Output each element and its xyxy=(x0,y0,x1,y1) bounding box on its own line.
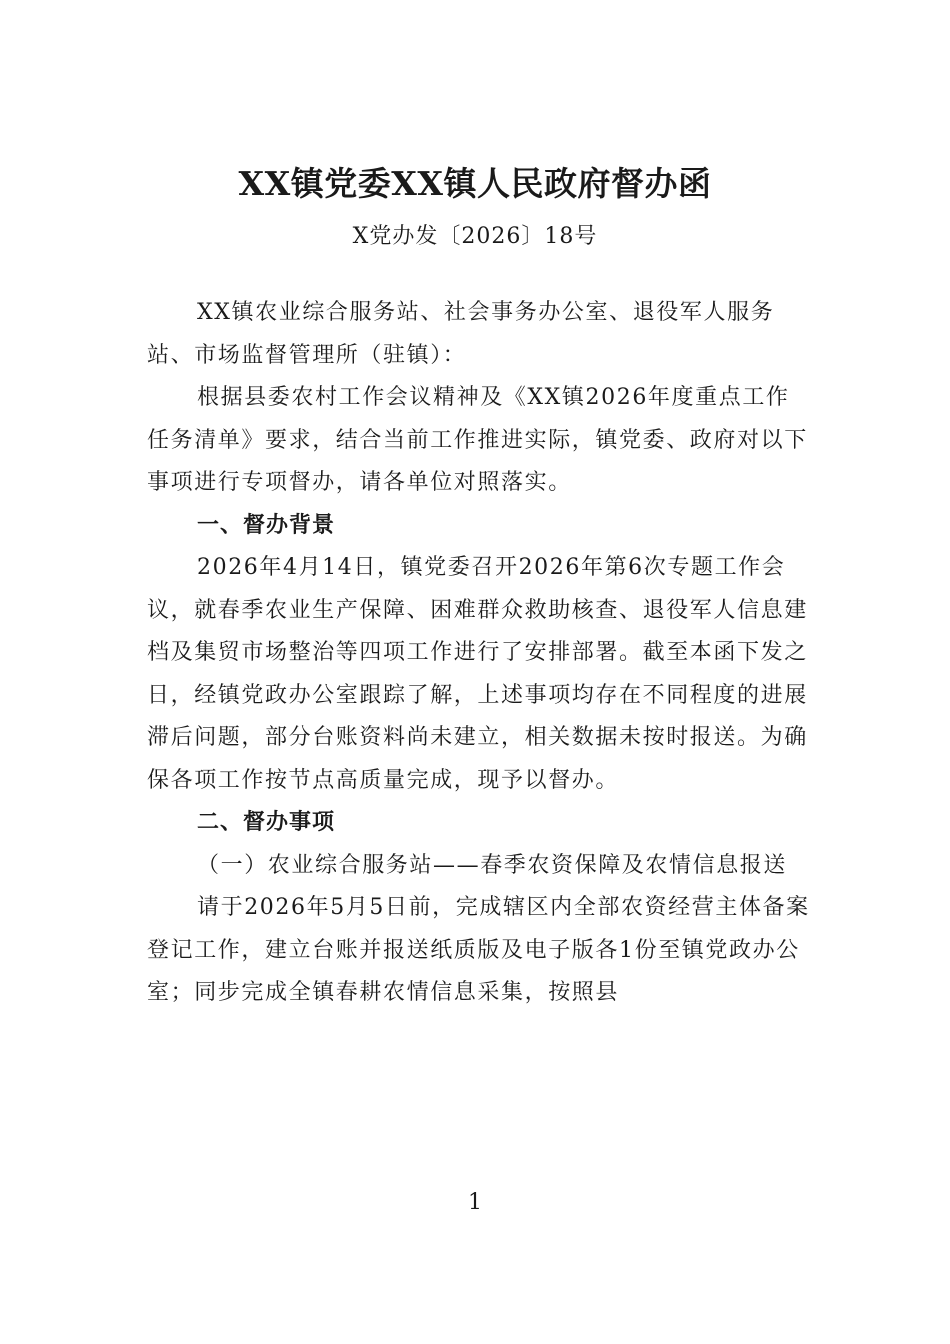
document-body xyxy=(147,292,812,1015)
document-title: XX镇党委XX镇人民政府督办函 xyxy=(238,164,712,203)
addressee-paragraph: XX镇农业综合服务站、社会事务办公室、退役军人服务站、市场监督管理所（驻镇）： xyxy=(147,300,775,368)
background-paragraph: 2026年4月14日，镇党委召开2026年第6次专题工作会议，就春季农业生产保障、困难群众救助核查、退役军人信息建档及集贸市场整治等四项工作进行了安排部署。截至本函下发之日，经镇党政办公室跟踪了解，上述事项均存在不同程度的进展滞后问题，部分台账资料尚未建立，相关数据未按时报送。为确保各项工作按节点高质量完成，现予以督办。 xyxy=(147,555,808,793)
item-heading-agriculture: （一）农业综合服务站——春季农资保障及农情信息报送 xyxy=(197,852,788,878)
document-number: X党办发〔2026〕18号 xyxy=(352,224,598,249)
intro-paragraph: 根据县委农村工作会议精神及《XX镇2026年度重点工作任务清单》要求，结合当前工作推进实际，镇党委、政府对以下事项进行专项督办，请各单位对照落实。 xyxy=(147,385,808,495)
section-heading-items: 二、督办事项 xyxy=(197,810,336,835)
item-paragraph-agriculture: 请于2026年5月5日前，完成辖区内全部农资经营主体备案登记工作，建立台账并报送纸质版及电子版各1份至镇党政办公室；同步完成全镇春耕农情信息采集，按照县 xyxy=(147,895,810,1005)
page-number: 1 xyxy=(468,1190,482,1215)
section-heading-background: 一、督办背景 xyxy=(197,512,336,538)
